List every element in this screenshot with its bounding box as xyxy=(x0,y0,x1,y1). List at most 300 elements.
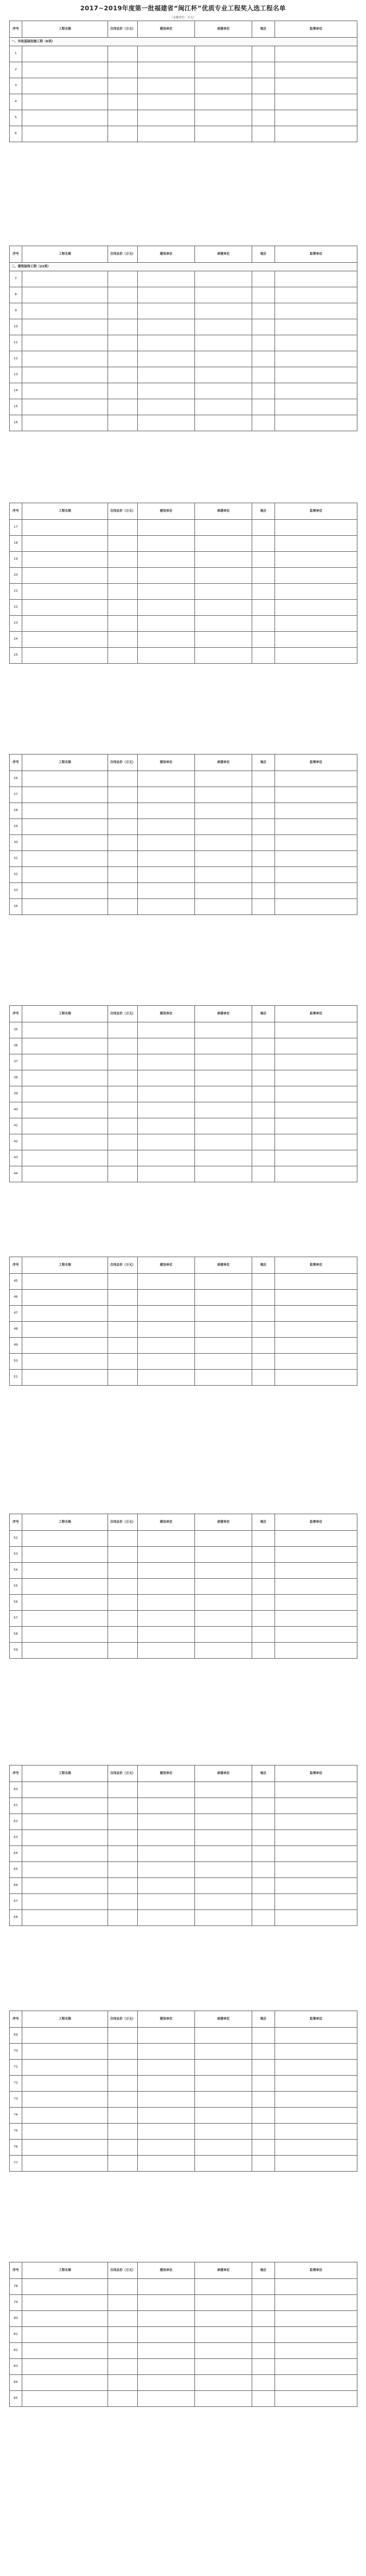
cell-builder xyxy=(138,1862,195,1878)
cell-seq: 71 xyxy=(10,2060,22,2076)
cell-amount xyxy=(108,2124,138,2140)
cell-amount xyxy=(108,552,138,568)
column-header-region: 地区 xyxy=(252,21,275,38)
cell-region xyxy=(252,1166,275,1182)
cell-supervisor xyxy=(275,1022,357,1038)
cell-region xyxy=(252,1274,275,1290)
cell-supervisor xyxy=(275,1579,357,1595)
cell-supervisor xyxy=(275,584,357,600)
cell-amount xyxy=(108,2311,138,2327)
cell-contractor xyxy=(195,2124,252,2140)
column-header-amount: 合同总价（万元） xyxy=(108,755,138,771)
cell-name xyxy=(22,1563,108,1579)
cell-name xyxy=(22,2156,108,2172)
column-header-supervisor: 监理单位 xyxy=(275,2262,357,2279)
table-row xyxy=(10,287,357,303)
cell-amount xyxy=(108,1579,138,1595)
table-row xyxy=(10,383,357,399)
cell-region xyxy=(252,351,275,367)
cell-supervisor xyxy=(275,1910,357,1926)
cell-builder xyxy=(138,819,195,835)
cell-region xyxy=(252,303,275,319)
cell-amount xyxy=(108,1102,138,1118)
cell-seq: 35 xyxy=(10,1022,22,1038)
cell-contractor xyxy=(195,835,252,851)
cell-builder xyxy=(138,1579,195,1595)
cell-contractor xyxy=(195,632,252,648)
cell-amount xyxy=(108,632,138,648)
cell-contractor xyxy=(195,1579,252,1595)
table-row xyxy=(10,2076,357,2092)
document-title: 2017~2019年度第一批福建省“闽江杯”优质专业工程奖入选工程名单 xyxy=(80,5,286,12)
cell-builder xyxy=(138,2311,195,2327)
table-row xyxy=(10,1910,357,1926)
cell-supervisor xyxy=(275,568,357,584)
cell-name xyxy=(22,1595,108,1611)
cell-supervisor xyxy=(275,1830,357,1846)
cell-seq: 3 xyxy=(10,78,22,94)
table-row xyxy=(10,1290,357,1306)
column-header-region: 地区 xyxy=(252,246,275,263)
cell-contractor xyxy=(195,1102,252,1118)
table-row xyxy=(10,1627,357,1643)
column-header-amount: 合同总价（万元） xyxy=(108,2262,138,2279)
cell-amount xyxy=(108,835,138,851)
column-header-contractor: 承建单位 xyxy=(195,1766,252,1782)
cell-contractor xyxy=(195,1322,252,1338)
cell-amount xyxy=(108,520,138,536)
cell-builder xyxy=(138,2092,195,2108)
table-row xyxy=(10,1531,357,1547)
column-header-name: 工程名称 xyxy=(22,246,108,263)
table-row xyxy=(10,835,357,851)
column-header-supervisor: 监理单位 xyxy=(275,21,357,38)
column-header-region: 地区 xyxy=(252,1766,275,1782)
cell-builder xyxy=(138,536,195,552)
table-header-row xyxy=(10,21,357,38)
cell-region xyxy=(252,1531,275,1547)
section-row xyxy=(10,263,357,271)
cell-builder xyxy=(138,2156,195,2172)
table-row xyxy=(10,62,357,78)
cell-contractor xyxy=(195,1643,252,1659)
table-header-row xyxy=(10,1006,357,1022)
cell-contractor xyxy=(195,867,252,883)
cell-supervisor xyxy=(275,803,357,819)
award-table xyxy=(9,21,357,142)
cell-amount xyxy=(108,536,138,552)
column-header-builder: 建设单位 xyxy=(138,1257,195,1274)
cell-builder xyxy=(138,1531,195,1547)
award-table xyxy=(9,2011,357,2172)
cell-seq: 70 xyxy=(10,2044,22,2060)
column-header-name: 工程名称 xyxy=(22,1257,108,1274)
cell-builder xyxy=(138,1894,195,1910)
cell-name xyxy=(22,2391,108,2407)
cell-supervisor xyxy=(275,1306,357,1322)
cell-amount xyxy=(108,1910,138,1926)
cell-contractor xyxy=(195,383,252,399)
cell-region xyxy=(252,1643,275,1659)
cell-amount xyxy=(108,2156,138,2172)
table-row xyxy=(10,2343,357,2359)
table-row xyxy=(10,1322,357,1338)
cell-seq: 82 xyxy=(10,2343,22,2359)
cell-contractor xyxy=(195,1830,252,1846)
table-row xyxy=(10,1038,357,1054)
cell-seq: 1 xyxy=(10,46,22,62)
cell-seq: 29 xyxy=(10,819,22,835)
cell-supervisor xyxy=(275,2327,357,2343)
table-row xyxy=(10,1595,357,1611)
column-header-contractor: 承建单位 xyxy=(195,1514,252,1531)
cell-supervisor xyxy=(275,616,357,632)
table-row xyxy=(10,616,357,632)
cell-amount xyxy=(108,787,138,803)
cell-builder xyxy=(138,1643,195,1659)
column-header-amount: 合同总价（万元） xyxy=(108,2011,138,2028)
cell-seq: 30 xyxy=(10,835,22,851)
cell-contractor xyxy=(195,584,252,600)
cell-amount xyxy=(108,271,138,287)
cell-seq: 25 xyxy=(10,648,22,664)
cell-region xyxy=(252,2359,275,2375)
cell-region xyxy=(252,62,275,78)
cell-region xyxy=(252,1579,275,1595)
cell-name xyxy=(22,819,108,835)
table-page-7 xyxy=(9,1514,357,1659)
table-header-row xyxy=(10,755,357,771)
cell-supervisor xyxy=(275,1643,357,1659)
cell-region xyxy=(252,1118,275,1134)
cell-contractor xyxy=(195,568,252,584)
cell-seq: 69 xyxy=(10,2028,22,2044)
table-row xyxy=(10,899,357,915)
cell-seq: 14 xyxy=(10,383,22,399)
cell-supervisor xyxy=(275,2391,357,2407)
column-header-name: 工程名称 xyxy=(22,2262,108,2279)
cell-seq: 72 xyxy=(10,2076,22,2092)
award-table xyxy=(9,1765,357,1926)
cell-region xyxy=(252,1102,275,1118)
table-row xyxy=(10,1862,357,1878)
cell-seq: 13 xyxy=(10,367,22,383)
cell-amount xyxy=(108,2327,138,2343)
cell-contractor xyxy=(195,2391,252,2407)
cell-supervisor xyxy=(275,536,357,552)
cell-builder xyxy=(138,1022,195,1038)
cell-builder xyxy=(138,2140,195,2156)
column-header-seq: 序号 xyxy=(10,503,22,520)
cell-region xyxy=(252,1878,275,1894)
cell-region xyxy=(252,552,275,568)
cell-supervisor xyxy=(275,62,357,78)
column-header-region: 地区 xyxy=(252,1006,275,1022)
cell-builder xyxy=(138,1086,195,1102)
table-row xyxy=(10,1643,357,1659)
cell-seq: 57 xyxy=(10,1611,22,1627)
cell-name xyxy=(22,2295,108,2311)
cell-amount xyxy=(108,867,138,883)
column-header-contractor: 承建单位 xyxy=(195,21,252,38)
cell-amount xyxy=(108,2060,138,2076)
cell-builder xyxy=(138,1306,195,1322)
cell-region xyxy=(252,2028,275,2044)
cell-contractor xyxy=(195,616,252,632)
cell-contractor xyxy=(195,1910,252,1926)
cell-amount xyxy=(108,2343,138,2359)
cell-region xyxy=(252,1894,275,1910)
cell-seq: 31 xyxy=(10,851,22,867)
cell-region xyxy=(252,1306,275,1322)
award-table xyxy=(9,503,357,664)
cell-amount xyxy=(108,1118,138,1134)
cell-contractor xyxy=(195,351,252,367)
cell-amount xyxy=(108,1274,138,1290)
cell-amount xyxy=(108,2375,138,2391)
cell-supervisor xyxy=(275,2156,357,2172)
cell-name xyxy=(22,94,108,110)
column-header-contractor: 承建单位 xyxy=(195,1257,252,1274)
cell-name xyxy=(22,1611,108,1627)
table-row xyxy=(10,2124,357,2140)
cell-amount xyxy=(108,1086,138,1102)
cell-seq: 17 xyxy=(10,520,22,536)
cell-builder xyxy=(138,1910,195,1926)
table-row xyxy=(10,771,357,787)
cell-contractor xyxy=(195,110,252,126)
column-header-supervisor: 监理单位 xyxy=(275,246,357,263)
table-row xyxy=(10,2327,357,2343)
cell-supervisor xyxy=(275,851,357,867)
cell-supervisor xyxy=(275,2311,357,2327)
cell-contractor xyxy=(195,1595,252,1611)
cell-amount xyxy=(108,1166,138,1182)
cell-supervisor xyxy=(275,648,357,664)
cell-amount xyxy=(108,2391,138,2407)
cell-contractor xyxy=(195,552,252,568)
cell-supervisor xyxy=(275,1038,357,1054)
cell-region xyxy=(252,2156,275,2172)
cell-seq: 39 xyxy=(10,1086,22,1102)
table-row xyxy=(10,303,357,319)
cell-region xyxy=(252,2327,275,2343)
cell-contractor xyxy=(195,1563,252,1579)
cell-name xyxy=(22,126,108,142)
cell-region xyxy=(252,2279,275,2295)
table-header-row xyxy=(10,503,357,520)
cell-amount xyxy=(108,2108,138,2124)
cell-seq: 6 xyxy=(10,126,22,142)
cell-seq: 81 xyxy=(10,2327,22,2343)
cell-seq: 46 xyxy=(10,1290,22,1306)
cell-builder xyxy=(138,271,195,287)
cell-name xyxy=(22,867,108,883)
cell-supervisor xyxy=(275,1150,357,1166)
table-row xyxy=(10,1150,357,1166)
cell-name xyxy=(22,2076,108,2092)
cell-name xyxy=(22,1798,108,1814)
cell-name xyxy=(22,1338,108,1354)
cell-region xyxy=(252,1782,275,1798)
table-row xyxy=(10,1166,357,1182)
cell-amount xyxy=(108,1070,138,1086)
table-row xyxy=(10,2156,357,2172)
cell-builder xyxy=(138,2295,195,2311)
cell-supervisor xyxy=(275,319,357,335)
cell-amount xyxy=(108,399,138,415)
cell-supervisor xyxy=(275,351,357,367)
cell-name xyxy=(22,1070,108,1086)
cell-region xyxy=(252,2311,275,2327)
cell-builder xyxy=(138,1547,195,1563)
cell-supervisor xyxy=(275,367,357,383)
cell-region xyxy=(252,899,275,915)
cell-builder xyxy=(138,520,195,536)
table-row xyxy=(10,536,357,552)
cell-supervisor xyxy=(275,2343,357,2359)
cell-builder xyxy=(138,1627,195,1643)
cell-builder xyxy=(138,126,195,142)
cell-supervisor xyxy=(275,1290,357,1306)
cell-supervisor xyxy=(275,1846,357,1862)
cell-supervisor xyxy=(275,1086,357,1102)
column-header-supervisor: 监理单位 xyxy=(275,755,357,771)
cell-region xyxy=(252,1910,275,1926)
column-header-name: 工程名称 xyxy=(22,1766,108,1782)
cell-seq: 68 xyxy=(10,1910,22,1926)
cell-supervisor xyxy=(275,1878,357,1894)
cell-name xyxy=(22,584,108,600)
cell-name xyxy=(22,399,108,415)
cell-region xyxy=(252,2076,275,2092)
table-row xyxy=(10,520,357,536)
cell-seq: 74 xyxy=(10,2108,22,2124)
cell-amount xyxy=(108,600,138,616)
column-header-builder: 建设单位 xyxy=(138,1006,195,1022)
cell-amount xyxy=(108,803,138,819)
cell-amount xyxy=(108,1022,138,1038)
column-header-name: 工程名称 xyxy=(22,21,108,38)
cell-seq: 43 xyxy=(10,1150,22,1166)
column-header-seq: 序号 xyxy=(10,2011,22,2028)
table-page-3 xyxy=(9,503,357,664)
cell-name xyxy=(22,1150,108,1166)
cell-supervisor xyxy=(275,303,357,319)
cell-name xyxy=(22,2359,108,2375)
cell-builder xyxy=(138,78,195,94)
cell-amount xyxy=(108,2076,138,2092)
cell-amount xyxy=(108,1627,138,1643)
cell-amount xyxy=(108,1782,138,1798)
cell-seq: 54 xyxy=(10,1563,22,1579)
cell-name xyxy=(22,110,108,126)
cell-region xyxy=(252,1022,275,1038)
cell-amount xyxy=(108,1354,138,1370)
cell-seq: 47 xyxy=(10,1306,22,1322)
cell-region xyxy=(252,1322,275,1338)
cell-contractor xyxy=(195,62,252,78)
cell-builder xyxy=(138,1370,195,1386)
cell-amount xyxy=(108,1894,138,1910)
cell-region xyxy=(252,803,275,819)
table-row xyxy=(10,2375,357,2391)
cell-builder xyxy=(138,46,195,62)
cell-region xyxy=(252,415,275,431)
cell-amount xyxy=(108,616,138,632)
column-header-seq: 序号 xyxy=(10,246,22,263)
cell-contractor xyxy=(195,367,252,383)
cell-name xyxy=(22,1354,108,1370)
table-row xyxy=(10,1878,357,1894)
cell-seq: 9 xyxy=(10,303,22,319)
cell-contractor xyxy=(195,1814,252,1830)
cell-seq: 18 xyxy=(10,536,22,552)
cell-contractor xyxy=(195,303,252,319)
table-page-10 xyxy=(9,2262,357,2407)
cell-builder xyxy=(138,1354,195,1370)
table-row xyxy=(10,2391,357,2407)
table-row xyxy=(10,1338,357,1354)
cell-name xyxy=(22,803,108,819)
cell-seq: 7 xyxy=(10,271,22,287)
cell-supervisor xyxy=(275,1134,357,1150)
cell-name xyxy=(22,648,108,664)
column-header-name: 工程名称 xyxy=(22,1006,108,1022)
table-row xyxy=(10,552,357,568)
cell-builder xyxy=(138,1846,195,1862)
cell-amount xyxy=(108,110,138,126)
cell-name xyxy=(22,1038,108,1054)
cell-supervisor xyxy=(275,287,357,303)
cell-amount xyxy=(108,1846,138,1862)
cell-region xyxy=(252,335,275,351)
cell-amount xyxy=(108,62,138,78)
cell-region xyxy=(252,1150,275,1166)
cell-builder xyxy=(138,1338,195,1354)
table-row xyxy=(10,867,357,883)
cell-name xyxy=(22,287,108,303)
cell-supervisor xyxy=(275,1054,357,1070)
table-row xyxy=(10,803,357,819)
cell-seq: 37 xyxy=(10,1054,22,1070)
cell-name xyxy=(22,1134,108,1150)
cell-supervisor xyxy=(275,383,357,399)
table-row xyxy=(10,2279,357,2295)
cell-seq: 84 xyxy=(10,2375,22,2391)
cell-seq: 42 xyxy=(10,1134,22,1150)
cell-name xyxy=(22,883,108,899)
table-page-1 xyxy=(9,15,357,142)
cell-name xyxy=(22,2311,108,2327)
column-header-name: 工程名称 xyxy=(22,755,108,771)
cell-contractor xyxy=(195,1038,252,1054)
cell-name xyxy=(22,62,108,78)
cell-supervisor xyxy=(275,1563,357,1579)
cell-supervisor xyxy=(275,271,357,287)
cell-supervisor xyxy=(275,415,357,431)
column-header-region: 地区 xyxy=(252,1514,275,1531)
table-row xyxy=(10,94,357,110)
cell-name xyxy=(22,271,108,287)
cell-name xyxy=(22,2092,108,2108)
cell-contractor xyxy=(195,2108,252,2124)
cell-name xyxy=(22,835,108,851)
cell-amount xyxy=(108,1814,138,1830)
cell-region xyxy=(252,1290,275,1306)
cell-name xyxy=(22,899,108,915)
cell-amount xyxy=(108,1611,138,1627)
